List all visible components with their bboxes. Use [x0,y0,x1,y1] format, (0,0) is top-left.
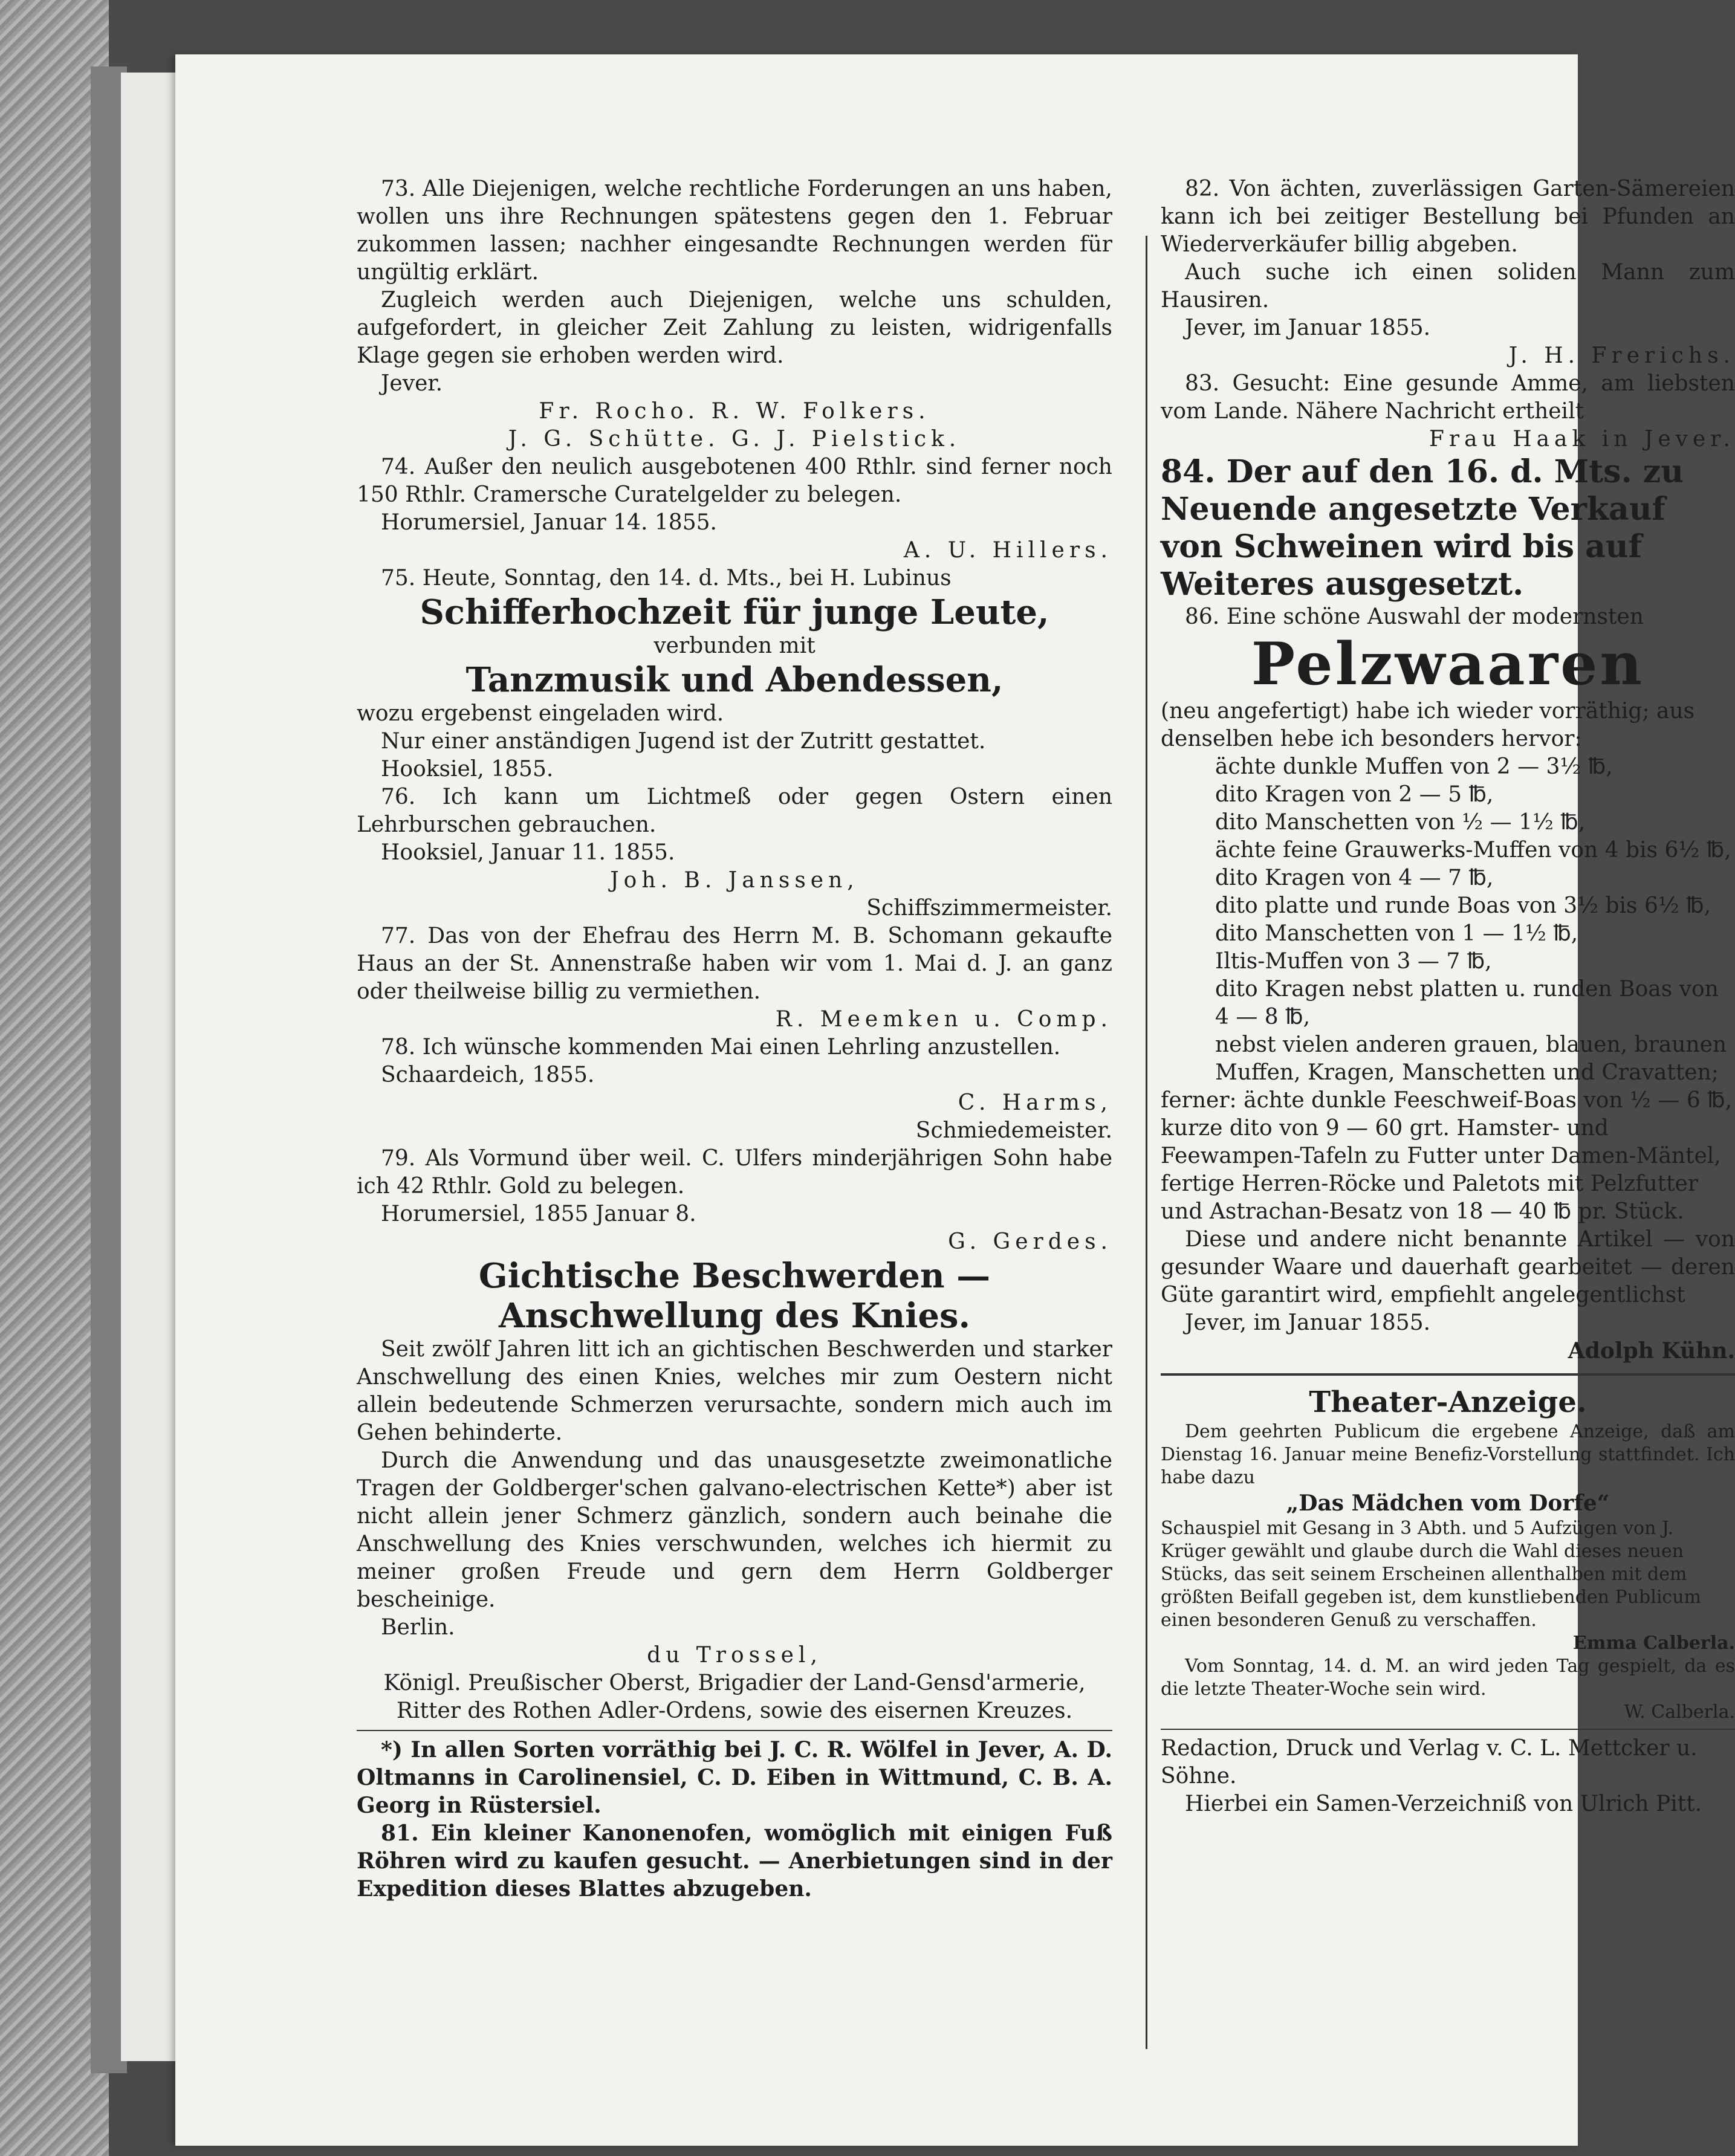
footnote-rule [357,1730,1112,1731]
pelzwaaren-further: ferner: ächte dunkle Feeschweif-Boas von ½ — 6 ℔, kurze dito von 9 — 60 grt. Hamster- und Feewampen-Tafeln zu Futter unter Damen-Mäntel, fertige Herren-Röcke und Paletots mit Pelzfutter und Astrachan-Besatz von 18 — 40 ℔ pr. Stück. [1161,1088,1733,1224]
notice-75-headline-2: Tanzmusik und Abendessen, [465,660,1004,700]
list-item: dito Kragen von 2 — 5 ℔, [1215,782,1494,807]
notice-83-signature: Frau Haak in Jever. [1429,427,1735,452]
list-item: dito Manschetten von 1 — 1½ ℔, [1215,921,1578,946]
notice-75-headline: Schifferhochzeit für junge Leute, [420,592,1049,632]
gicht-place: Berlin. [381,1615,455,1640]
gicht-text-2: Durch die Anwendung und das unausgesetzte zweimonatliche Tragen der Goldberger'schen galvano-electrischen Kette*) aber ist nicht allein jener Schmerz gänzlich, sondern auch beinahe die Anschwellung des Knies verschwunden, welches ich hiermit zu meiner großen Freude und gern dem Herrn Goldberger bescheinige. [357,1448,1112,1612]
right-column [1161,175,1735,1818]
left-column [357,175,1112,1903]
column-rule [1146,236,1147,2049]
gicht-signature: du Trossel, [647,1643,822,1668]
pelzwaaren-signature: Adolph Kühn. [1568,1338,1735,1364]
notice-75: 75. Heute, Sonntag, den 14. d. Mts., bei H. Lubinus [381,566,952,591]
notice-77: 77. Das von der Ehefrau des Herrn M. B. Schomann gekaufte Haus an der St. Annenstraße haben wir vom 1. Mai d. J. an ganz oder theilweise billig zu vermiethen. [357,924,1112,1004]
notice-76-signature: Joh. B. Janssen, [610,868,859,893]
notice-82: 82. Von ächten, zuverlässigen Garten-Sämereien kann ich bei zeitiger Bestellung bei Pfunden an Wiederverkäufer billig abgeben. [1161,176,1735,257]
imprint: Redaction, Druck und Verlag v. C. L. Mettcker u. Söhne. [1161,1736,1698,1789]
gicht-headline: Gichtische Beschwerden — Anschwellung des Knies. [478,1256,991,1336]
notice-74: 74. Außer den neulich ausgebotenen 400 Rthlr. sind ferner noch 150 Rthlr. Cramersche Curatelgelder zu belegen. [357,455,1112,507]
notice-82-place: Jever, im Januar 1855. [1185,316,1431,340]
notice-79-signature: G. Gerdes. [948,1229,1112,1254]
theater-text-2: Schauspiel mit Gesang in 3 Abth. und 5 Aufzügen von J. Krüger gewählt und glaube durch die Wahl dieses neuen Stücks, das seit seinem Erscheinen allenthalben mit dem größten Beifall gegeben ist, dem kunstliebenden Publicum einen besonderen Genuß zu verschaffen. [1161,1518,1701,1631]
notice-79: 79. Als Vormund über weil. C. Ulfers minderjährigen Sohn habe ich 42 Rthlr. Gold zu belegen. [357,1146,1112,1199]
theater-play-title: „Das Mädchen vom Dorfe“ [1286,1491,1610,1516]
notice-86: 86. Eine schöne Auswahl der modernsten [1185,604,1644,629]
imprint-rule [1161,1729,1735,1730]
pelzwaaren-further-2: Diese und andere nicht benannte Artikel — von gesunder Waare und dauerhaft gearbeitet — deren Güte garantirt wird, empfiehlt angelegentlichst [1161,1227,1735,1307]
list-item: ächte dunkle Muffen von 2 — 3½ ℔, [1215,754,1613,779]
pelzwaaren-place: Jever, im Januar 1855. [1185,1310,1431,1335]
theater-text: Dem geehrten Publicum die ergebene Anzeige, daß am Dienstag 16. Januar meine Benefiz-Vorstellung stattfindet. Ich habe dazu [1161,1421,1735,1488]
notice-73-signature-2: J. G. Schütte. G. J. Pielstick. [508,427,961,452]
imprint-2: Hierbei ein Samen-Verzeichniß von Ulrich Pitt. [1185,1792,1702,1816]
theater-signature-2: W. Calberla. [1624,1701,1735,1723]
notice-78-signature: C. Harms, [958,1090,1112,1115]
notice-83: 83. Gesucht: Eine gesunde Amme, am liebsten vom Lande. Nähere Nachricht ertheilt [1161,371,1735,424]
list-item: dito Manschetten von ½ — 1½ ℔, [1215,810,1586,835]
notice-73-place: Jever. [381,371,443,396]
pelzwaaren-intro: (neu angefertigt) habe ich wieder vorräthig; aus denselben hebe ich besonders hervor: [1161,699,1695,751]
notice-73: 73. Alle Diejenigen, welche rechtliche Forderungen an uns haben, wollen uns ihre Rechnungen spätestens gegen den 1. Februar zukommen lassen; nachher eingesandte Rechnungen werden für ungültig erklärt. [357,176,1112,285]
notice-78: 78. Ich wünsche kommenden Mai einen Lehrling anzustellen. [381,1035,1061,1060]
notice-82-text: Auch suche ich einen soliden Mann zum Hausiren. [1161,260,1735,312]
footnote: *) In allen Sorten vorräthig bei J. C. R. Wölfel in Jever, A. D. Oltmanns in Carolinensiel, C. D. Eiben in Wittmund, C. B. A. Georg in Rüstersiel. [357,1737,1112,1818]
notice-76: 76. Ich kann um Lichtmeß oder gegen Ostern einen Lehrburschen gebrauchen. [357,785,1112,837]
notice-84: 84. Der auf den 16. d. Mts. zu Neuende angesetzte Verkauf von Schweinen wird bis auf Weiteres ausgesetzt. [1161,453,1684,603]
pelzwaaren-headline: Pelzwaaren [1251,630,1645,698]
gicht-text: Seit zwölf Jahren litt ich an gichtischen Beschwerden und starker Anschwellung des einen Knies, welches mir zum Oestern nicht allein bedeutende Schmerzen verursachte, sondern mich auch im Gehen behinderte. [357,1337,1112,1445]
gicht-signature-title: Königl. Preußischer Oberst, Brigadier der Land-Gensd'armerie, Ritter des Rothen Adler-Ordens, sowie des eisernen Kreuzes. [383,1671,1086,1723]
notice-79-place: Horumersiel, 1855 Januar 8. [381,1202,696,1226]
theater-signature: Emma Calberla. [1572,1633,1735,1654]
list-item: nebst vielen anderen grauen, blauen, braunen Muffen, Kragen, Manschetten und Cravatten; [1215,1032,1727,1085]
theater-text-3: Vom Sonntag, 14. d. M. an wird jeden Tag gespielt, da es die letzte Theater-Woche sein wird. [1161,1656,1735,1700]
notice-82-signature: J. H. Frerichs. [1508,343,1735,368]
notice-76-place: Hooksiel, Januar 11. 1855. [381,840,675,865]
notice-77-signature: R. Meemken u. Comp. [775,1007,1112,1032]
notice-75-text: wozu ergebenst eingeladen wird. [357,701,724,726]
notice-75-sub: verbunden mit [653,633,816,658]
notice-78-place: Schaardeich, 1855. [381,1063,595,1087]
newspaper-page [175,54,1735,2146]
notice-73-text: Zugleich werden auch Diejenigen, welche uns schulden, aufgefordert, in gleicher Zeit Zahlung zu leisten, widrigenfalls Klage gegen sie erhoben werden wird. [357,288,1112,368]
theater-headline: Theater-Anzeige. [1309,1385,1587,1419]
list-item: Iltis-Muffen von 3 — 7 ℔, [1215,949,1492,974]
list-item: dito Kragen von 4 — 7 ℔, [1215,866,1494,890]
notice-73-signature: Fr. Rocho. R. W. Folkers. [539,399,930,424]
list-item: dito platte und runde Boas von 3½ bis 6½ ℔, [1215,893,1711,918]
notice-75-text-2: Nur einer anständigen Jugend ist der Zutritt gestattet. [381,729,986,754]
notice-75-place: Hooksiel, 1855. [381,757,554,782]
notice-74-place: Horumersiel, Januar 14. 1855. [381,510,717,535]
section-rule [1161,1373,1735,1376]
list-item: dito Kragen nebst platten u. runden Boas von 4 — 8 ℔, [1215,977,1719,1029]
notice-74-signature: A. U. Hillers. [903,538,1112,563]
notice-78-title: Schmiedemeister. [915,1118,1112,1143]
pelzwaaren-list [1161,753,1735,1087]
notice-76-title: Schiffszimmermeister. [866,896,1112,921]
notice-81: 81. Ein kleiner Kanonenofen, womöglich mit einigen Fuß Röhren wird zu kaufen gesucht. — Anerbietungen sind in der Expedition dieses Blattes abzugeben. [357,1821,1112,1902]
list-item: ächte feine Grauwerks-Muffen von 4 bis 6½ ℔, [1215,838,1731,863]
